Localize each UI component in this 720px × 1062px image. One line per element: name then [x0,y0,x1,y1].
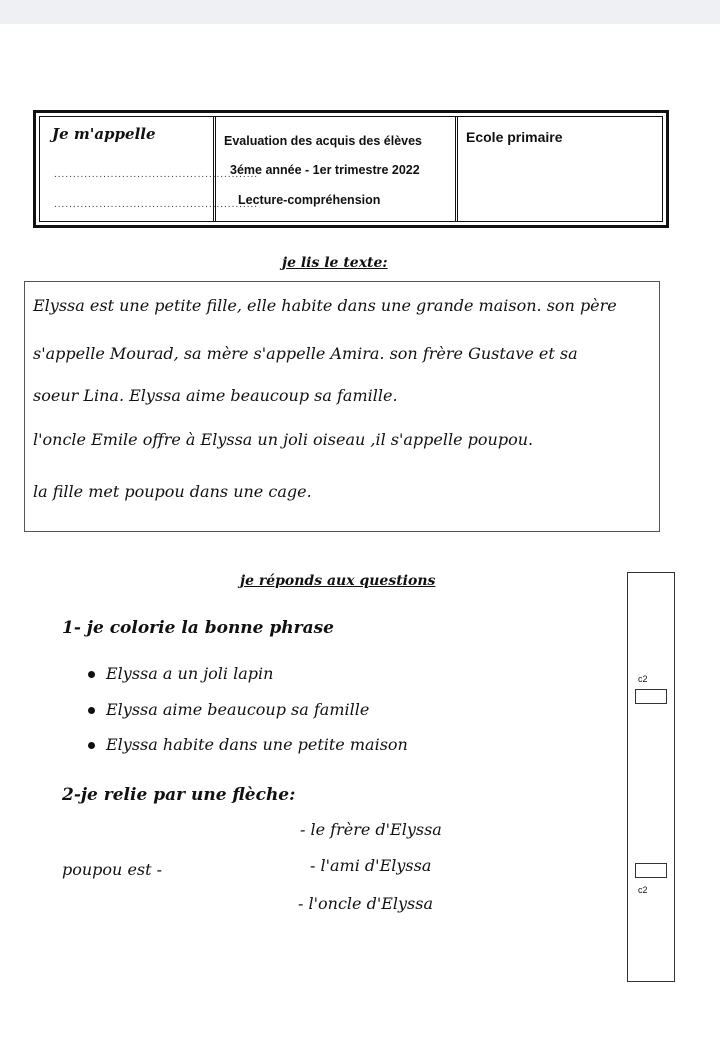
reading-line-2: s'appelle Mourad, sa mère s'appelle Amira. son frère Gustave et sa [33,344,578,363]
questions-title: je réponds aux questions [240,573,436,589]
question-2-title: 2-je relie par une flèche: [62,785,296,805]
match-right-2[interactable]: - l'ami d'Elyssa [310,856,432,875]
reading-title: je lis le texte: [282,255,388,271]
bullet [88,671,95,678]
option-3[interactable]: Elyssa habite dans une petite maison [106,735,408,754]
evaluation-cell [216,117,458,221]
option-2[interactable]: Elyssa aime beaucoup sa famille [106,700,370,719]
question-1-title: 1- je colorie la bonne phrase [62,618,334,638]
score-label-2: c2 [638,885,648,895]
option-1[interactable]: Elyssa a un joli lapin [106,664,274,683]
school-cell [458,117,662,221]
evaluation-title: Evaluation des acquis des élèves [224,134,423,148]
bullet [88,707,95,714]
reading-line-3: soeur Lina. Elyssa aime beaucoup sa famille. [33,386,398,405]
score-box-2[interactable] [635,863,667,878]
score-box-1[interactable] [635,689,667,704]
reading-line-1: Elyssa est une petite fille, elle habite dans une grande maison. son père [33,296,617,315]
match-right-3[interactable]: - l'oncle d'Elyssa [298,894,434,913]
school-name: Ecole primaire [466,129,563,145]
score-label-1: c2 [638,674,648,684]
reading-line-5: la fille met poupou dans une cage. [33,482,312,501]
header-table [33,110,669,228]
grade-term: 3éme année - 1er trimestre 2022 [230,163,420,177]
name-line-1[interactable]: ...................................................... [54,169,259,180]
reading-text-box [24,281,660,532]
match-right-1[interactable]: - le frère d'Elyssa [300,820,442,839]
header-table-inner [39,116,663,222]
match-left[interactable]: poupou est - [62,860,163,879]
subject: Lecture-compréhension [238,193,381,207]
bullet [88,742,95,749]
scoring-column [627,572,675,982]
top-bar [0,0,720,24]
reading-line-4: l'oncle Emile offre à Elyssa un joli oiseau ,il s'appelle poupou. [33,430,534,449]
name-line-2[interactable]: ...................................................... [54,199,259,210]
name-cell [40,117,259,221]
name-label: Je m'appelle [52,125,156,143]
